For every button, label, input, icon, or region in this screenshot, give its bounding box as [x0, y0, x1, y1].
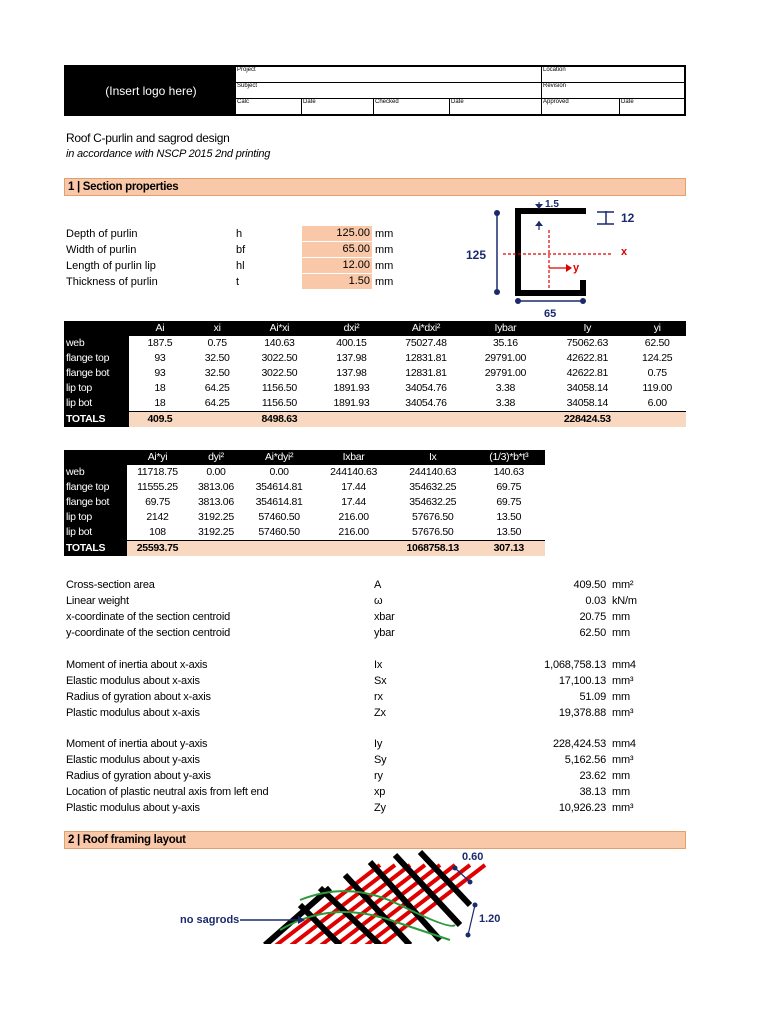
table-row	[64, 495, 545, 510]
table-cell: Iybar	[465, 321, 547, 336]
row-label	[64, 321, 129, 336]
table-cell: Ix	[393, 450, 473, 465]
purlin-shape	[518, 211, 583, 293]
table-cell: 1156.50	[261, 397, 297, 409]
table-cell: 137.98	[336, 352, 367, 364]
row-label: web	[64, 465, 127, 480]
property-value: 51.09	[579, 691, 606, 703]
table-row	[64, 351, 686, 366]
c-section-diagram	[460, 196, 660, 322]
table-cell: 3192.25	[198, 526, 234, 538]
table-cell: 0.00	[206, 466, 226, 478]
section-2-header: 2 | Roof framing layout	[64, 831, 686, 849]
table-cell: 3813.06	[198, 496, 234, 508]
table-cell: 244140.63	[330, 466, 378, 478]
property-unit: mm4	[612, 738, 636, 750]
input-label: Width of purlin	[66, 244, 137, 256]
table-cell: 57460.50	[258, 526, 300, 538]
section-1-header: 1 | Section properties	[64, 178, 686, 196]
table-totals-row	[64, 541, 545, 557]
table-cell: 34058.14	[566, 382, 609, 394]
table-cell: yi	[628, 321, 686, 336]
property-symbol: Ix	[374, 659, 383, 671]
row-label: lip bot	[64, 525, 127, 541]
logo-placeholder: (Insert logo here)	[66, 67, 236, 114]
document-title: Roof C-purlin and sagrod design	[66, 131, 230, 145]
table-cell: 34054.76	[405, 397, 447, 409]
table-cell	[188, 541, 244, 557]
project-field[interactable]: Project	[236, 67, 542, 83]
table-row	[64, 366, 686, 381]
table-cell: 6.00	[647, 397, 667, 409]
table-cell: 137.98	[336, 367, 367, 379]
property-unit: kN/m	[612, 595, 637, 607]
property-unit: mm³	[612, 802, 634, 814]
subject-field[interactable]: Subject	[236, 83, 542, 99]
table-cell: 216.00	[338, 526, 369, 538]
table-cell: 13.50	[496, 511, 522, 523]
table-cell: 75027.48	[405, 337, 447, 349]
property-unit: mm	[612, 786, 630, 798]
property-symbol: rx	[374, 691, 383, 703]
dim-h-label: 125	[466, 248, 487, 262]
row-label: flange bot	[64, 366, 129, 381]
input-value[interactable]: 12.00	[302, 258, 372, 273]
property-row	[66, 705, 666, 721]
table-cell: 0.00	[269, 466, 289, 478]
table-cell: 307.13	[473, 541, 545, 557]
table-cell: 25593.75	[127, 541, 188, 557]
table-cell: 1891.93	[333, 397, 370, 409]
row-label: flange top	[64, 480, 127, 495]
property-description: x-coordinate of the section centroid	[66, 611, 231, 623]
framing-lines	[265, 852, 485, 946]
property-value: 23.62	[579, 770, 606, 782]
property-value: 17,100.13	[558, 675, 606, 687]
table-cell	[387, 412, 464, 428]
property-description: y-coordinate of the section centroid	[66, 627, 231, 639]
table-cell: 400.15	[336, 337, 367, 349]
property-description: Plastic modulus about y-axis	[66, 802, 200, 814]
table-cell: 64.25	[204, 382, 230, 394]
input-symbol: h	[236, 228, 243, 240]
table-cell: Ai*dxi²	[387, 321, 464, 336]
table-row	[64, 465, 545, 480]
table-cell: Ai*xi	[243, 321, 315, 336]
table-header-row	[64, 450, 545, 465]
location-field[interactable]: Location	[542, 67, 684, 83]
property-description: Elastic modulus about x-axis	[66, 675, 200, 687]
row-label: lip bot	[64, 396, 129, 412]
property-description: Cross-section area	[66, 579, 155, 591]
checked-field[interactable]: Checked	[374, 99, 450, 114]
property-unit: mm4	[612, 659, 636, 671]
property-symbol: A	[374, 579, 382, 591]
input-unit: mm	[375, 260, 394, 272]
table-cell: 17.44	[341, 496, 366, 508]
property-row	[66, 800, 666, 816]
table-cell: 57676.50	[412, 511, 454, 523]
table-cell: 62.50	[644, 337, 670, 349]
callout-no-sagrods: no sagrods	[180, 914, 240, 926]
property-description: Elastic modulus about y-axis	[66, 754, 200, 766]
property-row	[66, 673, 666, 689]
document-subtitle: in accordance with NSCP 2015 2nd printing	[66, 148, 271, 160]
table-cell	[244, 541, 314, 557]
table-cell: 1156.50	[261, 382, 297, 394]
input-value[interactable]: 65.00	[302, 242, 372, 257]
property-value: 62.50	[579, 627, 606, 639]
property-description: Radius of gyration about y-axis	[66, 770, 211, 782]
table-cell: 354632.25	[409, 481, 457, 493]
table-cell: 34058.14	[566, 397, 609, 409]
table-cell: 216.00	[338, 511, 369, 523]
property-unit: mm³	[612, 754, 634, 766]
input-label: Length of purlin lip	[66, 260, 156, 272]
table-cell: 93	[154, 352, 166, 364]
table-cell: 3192.25	[198, 511, 234, 523]
table-cell: 34054.76	[405, 382, 447, 394]
y-axis-label: y	[573, 262, 580, 274]
table-cell: dyi²	[188, 450, 244, 465]
property-description: Radius of gyration about x-axis	[66, 691, 211, 703]
table-cell: 29791.00	[484, 352, 527, 364]
table-cell: Ai	[129, 321, 191, 336]
property-value: 0.03	[585, 595, 606, 607]
table-cell: 119.00	[642, 382, 672, 394]
table-cell: 409.5	[129, 412, 191, 428]
table-cell: (1/3)*b*t³	[473, 450, 545, 465]
input-symbol: bf	[236, 244, 246, 256]
table-cell: 1891.93	[333, 382, 370, 394]
table-cell: 35.16	[493, 337, 518, 349]
property-row	[66, 736, 666, 752]
input-label: Depth of purlin	[66, 228, 138, 240]
property-row	[66, 657, 666, 673]
property-row	[66, 609, 666, 625]
property-unit: mm	[612, 770, 630, 782]
table-cell	[191, 412, 244, 428]
date-field-1[interactable]: Date	[302, 99, 374, 114]
table-cell: 2142	[146, 511, 169, 523]
table-cell: 3022.50	[261, 367, 298, 379]
approved-field[interactable]: Approved	[542, 99, 620, 114]
property-symbol: xbar	[374, 611, 395, 623]
row-label: TOTALS	[64, 541, 127, 557]
table-cell: 18	[154, 382, 166, 394]
input-symbol: t	[236, 276, 240, 288]
table-cell: 8498.63	[243, 412, 315, 428]
table-cell: 69.75	[496, 481, 522, 493]
property-symbol: xp	[374, 786, 386, 798]
table-row	[64, 510, 545, 525]
calc-field[interactable]: Calc	[236, 99, 302, 114]
table-cell: 69.75	[145, 496, 170, 508]
dim-span-label: 1.20	[479, 913, 501, 925]
table-cell: 0.75	[207, 337, 227, 349]
row-label	[64, 450, 127, 465]
table-cell: 32.50	[204, 367, 230, 379]
table-cell	[315, 412, 387, 428]
header-block	[64, 65, 686, 116]
table-cell: 244140.63	[409, 466, 457, 478]
table-row	[64, 525, 545, 541]
property-value: 5,162.56	[564, 754, 606, 766]
table-row	[64, 336, 686, 351]
date-field-2[interactable]: Date	[450, 99, 542, 114]
table-cell: 12831.81	[405, 367, 447, 379]
table-cell: 228424.53	[546, 412, 628, 428]
input-label: Thickness of purlin	[66, 276, 158, 288]
input-unit: mm	[375, 228, 394, 240]
table-header-row	[64, 321, 686, 336]
table-row	[64, 480, 545, 495]
table-cell: 140.63	[264, 337, 295, 349]
input-symbol: hl	[236, 260, 245, 272]
property-value: 38.13	[579, 786, 606, 798]
table-cell: Iy	[546, 321, 628, 336]
property-row	[66, 752, 666, 768]
property-symbol: Sy	[374, 754, 387, 766]
table-cell: 3813.06	[198, 481, 234, 493]
dim-bf-label: 65	[544, 308, 557, 320]
table-cell: 11555.25	[137, 481, 178, 493]
section-table-2	[64, 450, 545, 556]
property-unit: mm³	[612, 707, 634, 719]
table-cell: 57460.50	[258, 511, 300, 523]
table-cell: 3022.50	[261, 352, 298, 364]
property-value: 228,424.53	[552, 738, 606, 750]
revision-field[interactable]: Revision	[542, 83, 684, 99]
table-cell: 354614.81	[255, 496, 303, 508]
table-cell: 18	[154, 397, 166, 409]
table-cell: 64.25	[204, 397, 230, 409]
property-symbol: ry	[374, 770, 383, 782]
table-cell: 354632.25	[409, 496, 457, 508]
property-symbol: Sx	[374, 675, 387, 687]
table-cell: Ixbar	[314, 450, 393, 465]
property-row	[66, 784, 666, 800]
property-value: 10,926.23	[558, 802, 606, 814]
property-symbol: ybar	[374, 627, 395, 639]
property-row	[66, 689, 666, 705]
table-cell: 12831.81	[405, 352, 447, 364]
table-cell: 140.63	[493, 466, 524, 478]
table-cell: 13.50	[496, 526, 522, 538]
table-cell: 32.50	[204, 352, 230, 364]
row-label: lip top	[64, 381, 129, 396]
dim-lip-label: 12	[621, 211, 635, 225]
property-description: Moment of inertia about y-axis	[66, 738, 208, 750]
table-cell: 17.44	[341, 481, 366, 493]
row-label: TOTALS	[64, 412, 129, 428]
property-row	[66, 625, 666, 641]
property-value: 1,068,758.13	[544, 659, 606, 671]
table-cell: Ai*dyi²	[244, 450, 314, 465]
table-row	[64, 381, 686, 396]
table-cell: Ai*yi	[127, 450, 188, 465]
property-unit: mm	[612, 611, 630, 623]
table-cell: 11718.75	[137, 466, 178, 478]
property-symbol: Iy	[374, 738, 383, 750]
table-totals-row	[64, 412, 686, 428]
dim-t-label: 1.5	[545, 199, 559, 210]
row-label: flange top	[64, 351, 129, 366]
input-unit: mm	[375, 244, 394, 256]
row-label: lip top	[64, 510, 127, 525]
table-cell: 29791.00	[484, 367, 527, 379]
table-cell: dxi²	[315, 321, 387, 336]
table-cell	[465, 412, 547, 428]
table-cell: 57676.50	[412, 526, 454, 538]
input-unit: mm	[375, 276, 394, 288]
table-cell: xi	[191, 321, 244, 336]
x-axis-label: x	[621, 246, 628, 258]
property-row	[66, 593, 666, 609]
row-label: web	[64, 336, 129, 351]
property-description: Plastic modulus about x-axis	[66, 707, 200, 719]
property-description: Location of plastic neutral axis from left end	[66, 786, 269, 798]
table-cell	[628, 412, 686, 428]
date-field-3[interactable]: Date	[621, 99, 634, 105]
table-cell: 187.5	[147, 337, 173, 349]
section-table-1	[64, 321, 686, 427]
property-value: 19,378.88	[558, 707, 606, 719]
table-row	[64, 396, 686, 412]
property-unit: mm	[612, 627, 630, 639]
property-row	[66, 577, 666, 593]
dim-spacing-label: 0.60	[462, 851, 484, 863]
property-unit: mm	[612, 691, 630, 703]
table-cell: 93	[154, 367, 166, 379]
roof-framing-diagram	[170, 846, 530, 946]
input-value[interactable]: 125.00	[302, 226, 372, 241]
property-value: 409.50	[573, 579, 606, 591]
table-cell: 3.38	[495, 397, 516, 409]
property-description: Linear weight	[66, 595, 129, 607]
table-cell: 0.75	[647, 367, 667, 379]
property-unit: mm²	[612, 579, 634, 591]
table-cell: 75062.63	[566, 337, 609, 349]
table-cell	[314, 541, 393, 557]
property-description: Moment of inertia about x-axis	[66, 659, 208, 671]
table-cell: 1068758.13	[393, 541, 473, 557]
input-value[interactable]: 1.50	[302, 274, 372, 289]
property-symbol: ω	[374, 595, 383, 607]
table-cell: 108	[149, 526, 166, 538]
property-value: 20.75	[579, 611, 606, 623]
table-cell: 42622.81	[566, 367, 609, 379]
row-label: flange bot	[64, 495, 127, 510]
table-cell: 3.38	[495, 382, 516, 394]
table-cell: 42622.81	[566, 352, 609, 364]
property-unit: mm³	[612, 675, 634, 687]
property-symbol: Zy	[374, 802, 386, 814]
table-cell: 354614.81	[255, 481, 303, 493]
property-symbol: Zx	[374, 707, 386, 719]
table-cell: 69.75	[496, 496, 522, 508]
property-row	[66, 768, 666, 784]
table-cell: 124.25	[642, 352, 673, 364]
